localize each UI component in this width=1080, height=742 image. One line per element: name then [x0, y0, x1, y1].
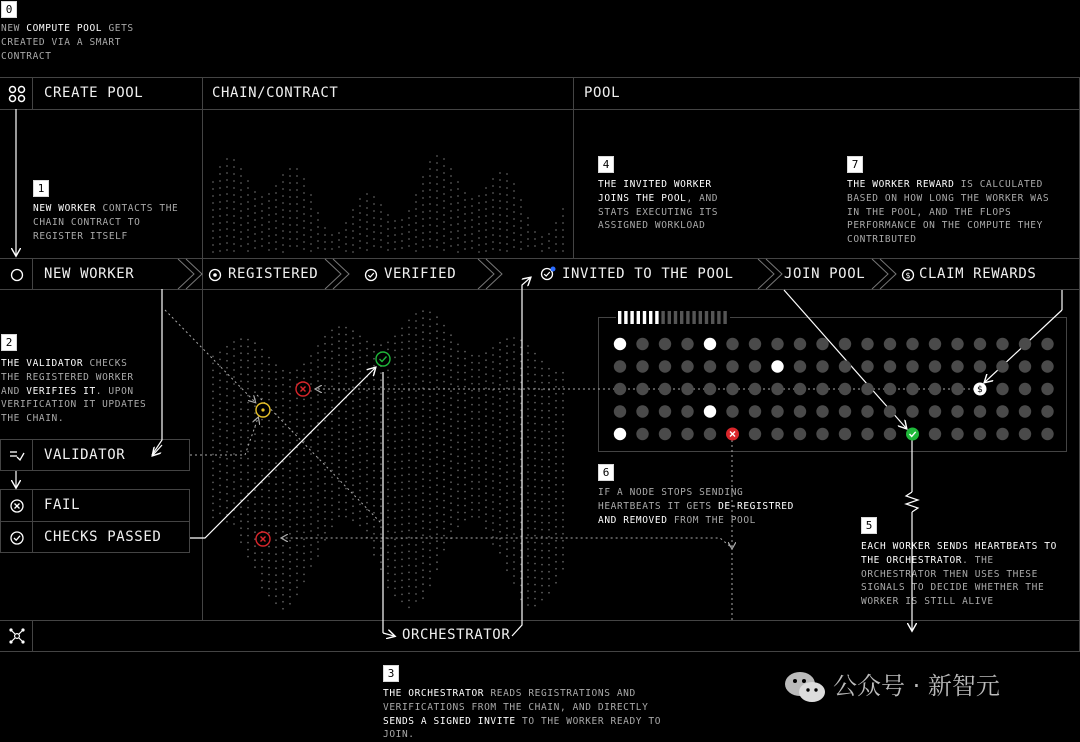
pool-node: [861, 383, 873, 395]
pool-node: [974, 428, 986, 440]
pool-node: [816, 360, 828, 372]
pool-node: [1019, 428, 1031, 440]
pool-node: [816, 338, 828, 350]
progress-tick: [649, 311, 652, 324]
step-number-3: 3: [383, 665, 399, 682]
pool-node: [749, 405, 761, 417]
pool-node: [636, 383, 648, 395]
pool-node: [861, 360, 873, 372]
column-header-chain-contract: CHAIN/CONTRACT: [212, 85, 339, 101]
pool-node: [771, 383, 783, 395]
progress-tick: [655, 311, 658, 324]
note-heartbeats: EACH WORKER SENDS HEARTBEATS TO THE ORCHESTRATOR. THE ORCHESTRATOR THEN USES THESE SIGNALS TO DECIDE WHETHER THE WORKER IS STILL ALIVE: [861, 541, 1057, 608]
pool-node: [726, 405, 738, 417]
progress-tick: [699, 311, 702, 324]
pool-node: [771, 428, 783, 440]
pool-node: [794, 428, 806, 440]
pool-node: [951, 405, 963, 417]
progress-tick: [637, 311, 640, 324]
pool-node: [884, 428, 896, 440]
pool-node: [636, 360, 648, 372]
pool-node: [906, 383, 918, 395]
pool-node-ok: [906, 428, 919, 441]
step-invited-to-the-pool: INVITED TO THE POOL: [562, 266, 734, 282]
pool-node: [929, 383, 941, 395]
pool-node: [884, 405, 896, 417]
pool-node: [1041, 383, 1053, 395]
progress-tick: [668, 311, 671, 324]
pool-node: [771, 405, 783, 417]
note-orchestrator: THE ORCHESTRATOR READS REGISTRATIONS AND VERIFICATIONS FROM THE CHAIN, AND DIRECTLY SENDS A SIGNED INVITE TO THE WORKER READY TO JOIN.: [383, 688, 662, 741]
pool-node: [906, 360, 918, 372]
pool-node: [749, 428, 761, 440]
note-join-pool: THE INVITED WORKER JOINS THE POOL, AND STATS EXECUTING ITS ASSIGNED WORKLOAD: [598, 179, 719, 232]
pool-node: [614, 383, 626, 395]
step-number-4: 4: [598, 156, 614, 173]
column-header-create-pool: CREATE POOL: [44, 85, 144, 101]
step-number-7: 7: [847, 156, 863, 173]
pool-node: [929, 360, 941, 372]
pool-node: [794, 383, 806, 395]
pool-node: [659, 383, 671, 395]
pool-node: [861, 405, 873, 417]
step-number-5: 5: [861, 517, 877, 534]
wechat-icon: [783, 670, 827, 704]
pool-node: [839, 338, 851, 350]
pool-node: [614, 405, 626, 417]
pool-node: [884, 360, 896, 372]
intro-note: NEW COMPUTE POOL GETS CREATED VIA A SMART CONTRACT: [1, 23, 134, 62]
note-reward: THE WORKER REWARD IS CALCULATED BASED ON HOW LONG THE WORKER WAS IN THE POOL, AND THE FLOPS PERFORMANCE ON THE COMPUTE THEY CONTRIBUTED: [847, 179, 1050, 246]
pool-node: [659, 428, 671, 440]
role-orchestrator: ORCHESTRATOR: [402, 627, 511, 643]
note-new-worker: NEW WORKER CONTACTS THE CHAIN CONTRACT TO REGISTER ITSELF: [33, 203, 179, 242]
pool-node: [996, 405, 1008, 417]
pool-node: [726, 338, 738, 350]
pool-node: [704, 383, 716, 395]
step-registered: REGISTERED: [228, 266, 319, 282]
pool-node: [749, 360, 761, 372]
pool-node: [794, 360, 806, 372]
progress-tick: [723, 311, 726, 324]
pool-node: [659, 338, 671, 350]
progress-tick: [692, 311, 695, 324]
pool-node: [614, 360, 626, 372]
pool-node: [906, 338, 918, 350]
progress-tick: [705, 311, 708, 324]
progress-tick: [711, 311, 714, 324]
note-deregister: IF A NODE STOPS SENDING HEARTBEATS IT GETS DE-REGISTRED AND REMOVED FROM THE POOL: [598, 487, 794, 526]
pool-node: [681, 428, 693, 440]
pool-node: [794, 405, 806, 417]
progress-tick: [717, 311, 720, 324]
pool-node: [839, 428, 851, 440]
pool-node: [771, 360, 783, 372]
pool-node: [996, 383, 1008, 395]
pool-node: [1041, 405, 1053, 417]
pool-node: [839, 383, 851, 395]
pool-node: [929, 428, 941, 440]
pool-node: [974, 360, 986, 372]
watermark-text: 公众号 · 新智元: [833, 672, 1000, 700]
note-validator: THE VALIDATOR CHECKS THE REGISTERED WORKER AND VERIFIES IT. UPON VERIFICATION IT UPDATES THE CHAIN.: [1, 358, 147, 425]
progress-tick: [624, 311, 627, 324]
pool-node: [636, 405, 648, 417]
pool-node: [794, 338, 806, 350]
pool-node: [929, 405, 941, 417]
pool-node: [951, 360, 963, 372]
progress-tick: [618, 311, 621, 324]
pool-node: [996, 360, 1008, 372]
pool-node: [704, 338, 716, 350]
pool-node: [681, 338, 693, 350]
step-verified: VERIFIED: [384, 266, 457, 282]
pool-progress-bar: [616, 310, 730, 324]
role-validator: VALIDATOR: [44, 447, 126, 463]
pool-node: [884, 338, 896, 350]
pool-node: [614, 338, 626, 350]
pool-node: [726, 383, 738, 395]
progress-tick: [680, 311, 683, 324]
watermark-logo: [783, 666, 1000, 704]
step-new-worker: NEW WORKER: [44, 266, 135, 282]
pool-node: [839, 405, 851, 417]
pool-node: [1019, 338, 1031, 350]
pool-node: [704, 405, 716, 417]
pool-node: [614, 428, 626, 440]
pool-node: [974, 338, 986, 350]
pool-node: [1019, 383, 1031, 395]
pool-node: [861, 338, 873, 350]
pool-node: [861, 428, 873, 440]
progress-tick: [674, 311, 677, 324]
step-number-6: 6: [598, 464, 614, 481]
column-header-pool: POOL: [584, 85, 621, 101]
pool-node: [749, 383, 761, 395]
pool-node: [839, 360, 851, 372]
step-number-2: 2: [1, 334, 17, 351]
pool-node: [704, 360, 716, 372]
progress-tick: [686, 311, 689, 324]
step-number-0: 0: [1, 1, 17, 18]
pool-node: [681, 405, 693, 417]
pool-node: [1041, 428, 1053, 440]
pool-node: [1041, 360, 1053, 372]
pool-node: [974, 405, 986, 417]
pool-node: [659, 405, 671, 417]
pool-node: [726, 360, 738, 372]
pool-node: [1041, 338, 1053, 350]
dollar-icon: $: [977, 385, 983, 396]
pool-node: [1019, 405, 1031, 417]
progress-tick: [630, 311, 633, 324]
pool-node: [681, 360, 693, 372]
pool-node: [951, 428, 963, 440]
pool-node: [816, 428, 828, 440]
pool-node: [996, 338, 1008, 350]
pool-node: [951, 338, 963, 350]
pool-node: [996, 428, 1008, 440]
pool-node: [771, 338, 783, 350]
role-fail: FAIL: [44, 497, 81, 513]
pool-node: [884, 383, 896, 395]
pool-node: [704, 428, 716, 440]
pool-node: [1019, 360, 1031, 372]
step-join-pool: JOIN POOL: [784, 266, 866, 282]
pool-node: [636, 428, 648, 440]
pool-node: [951, 383, 963, 395]
role-checks-passed: CHECKS PASSED: [44, 529, 162, 545]
pool-node: [816, 405, 828, 417]
pool-node: [929, 338, 941, 350]
step-claim-rewards: CLAIM REWARDS: [919, 266, 1037, 282]
progress-tick: [643, 311, 646, 324]
pool-node: [749, 338, 761, 350]
pool-node: [816, 383, 828, 395]
pool-node: [681, 383, 693, 395]
pool-node: [659, 360, 671, 372]
progress-tick: [661, 311, 664, 324]
pool-node: [636, 338, 648, 350]
step-number-1: 1: [33, 180, 49, 197]
svg-text:$: $: [905, 271, 911, 280]
pool-node: [906, 405, 918, 417]
